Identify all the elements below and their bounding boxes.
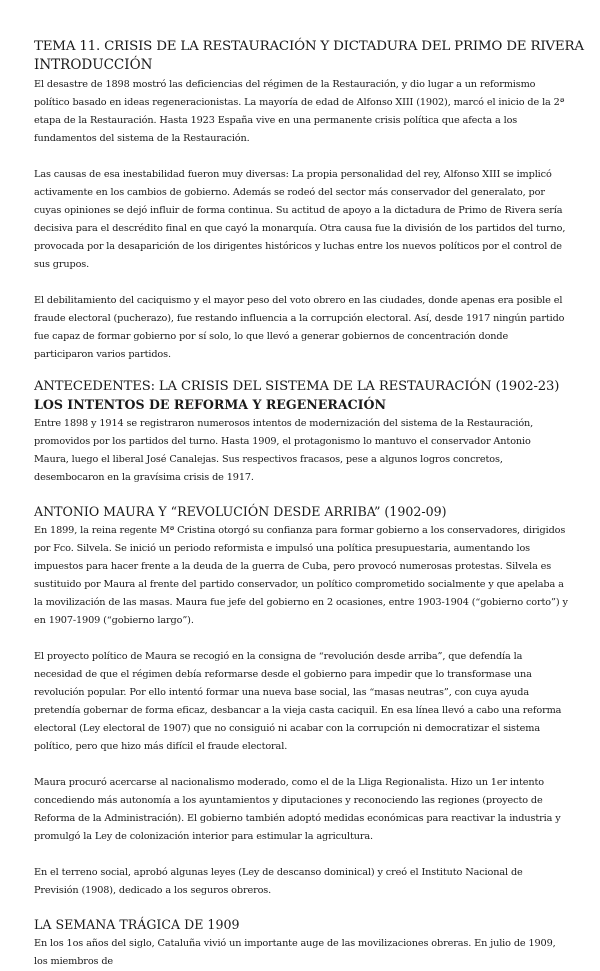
heading-antonio-maura: ANTONIO MAURA Y “REVOLUCIÓN DESDE ARRIBA” (1902-09) bbox=[34, 504, 447, 519]
maura-paragraph-2: El proyecto político de Maura se recogió en la consigna de “revolución desde arriba”, que defendía la necesidad de que el régimen debía reformarse desde el gobierno para impedir que lo transformase una revolución popular. Por ello intentó formar una nueva base social, las “masas neutras”, con cuya ayuda pretendía gobernar de forma eficaz, desbancar a la vieja casta caciquil. En esa línea llevó a cabo una reforma electoral (Ley electoral de 1907) que no consiguió ni acabar con la corrupción ni democratizar el sistema político, pero que hizo más difícil el fraude electoral. bbox=[34, 651, 562, 752]
intro-paragraph-3: El debilitamiento del caciquismo y el mayor peso del voto obrero en las ciudades, donde apenas era posible el fraude electoral (pucherazo), fue restando influencia a la corrupción electoral. Así, desde 1917 ningún partido fue capaz de formar gobierno por sí solo, lo que llevó a generar gobiernos de concentración donde participaron varios partidos. bbox=[34, 295, 565, 360]
intro-paragraph-2: Las causas de esa inestabilidad fueron muy diversas: La propia personalidad del rey, Alfonso XIII se implicó activamente en los cambios de gobierno. Además se rodeó del sector más conservador del generalato, por cuyas opiniones se dejó influir de forma continua. Su actitud de apoyo a la dictadura de Primo de Rivera sería decisiva para el descrédito final en que cayó la monarquía. Otra causa fue la división de los partidos del turno, provocada por la desaparición de los dirigentes históricos y luchas entre los nuevos políticos por el control de sus grupos. bbox=[34, 169, 566, 270]
intro-paragraph-1: El desastre de 1898 mostró las deficiencias del régimen de la Restauración, y dio lugar a un reformismo político basado en ideas regeneracionistas. La mayoría de edad de Alfonso XIII (1902), marcó el inicio de la 2ª etapa de la Restauración. Hasta 1923 España vive en una permanente crisis política que afecta a los fundamentos del sistema de la Restauración. bbox=[34, 79, 565, 144]
document-title: TEMA 11. CRISIS DE LA RESTAURACIÓN Y DICTADURA DEL PRIMO DE RIVERA bbox=[34, 39, 584, 54]
maura-paragraph-3: Maura procuró acercarse al nacionalismo moderado, como el de la Lliga Regionalista. Hizo un 1er intento concediendo más autonomía a los ayuntamientos y diputaciones y reconociendo las regiones (proyecto de Reforma de la Administración). El gobierno también adoptó medidas económicas para reactivar la industria y promulgó la Ley de colonización interior para estimular la agricultura. bbox=[34, 777, 561, 842]
heading-intentos-reforma: LOS INTENTOS DE REFORMA Y REGENERACIÓN bbox=[34, 397, 386, 412]
antecedentes-paragraph: Entre 1898 y 1914 se registraron numerosos intentos de modernización del sistema de la Restauración, promovidos por los partidos del turno. Hasta 1909, el protagonismo lo mantuvo el conservador Antonio Maura, luego el liberal José Canalejas. Sus respectivos fracasos, pese a algunos logros concretos, desembocaron en la gravísima crisis de 1917. bbox=[34, 418, 534, 483]
heading-semana-tragica: LA SEMANA TRÁGICA DE 1909 bbox=[34, 917, 240, 932]
heading-antecedentes: ANTECEDENTES: LA CRISIS DEL SISTEMA DE LA RESTAURACIÓN (1902-23) bbox=[34, 379, 560, 394]
maura-paragraph-1: En 1899, la reina regente Mª Cristina otorgó su confianza para formar gobierno a los conservadores, dirigidos por Fco. Silvela. Se inició un periodo reformista e impulsó una política presupuestaria, aumentando los impuestos para hacer frente a la deuda de la guerra de Cuba, pero provocó numerosas protestas. Silvela es sustituido por Maura al frente del partido conservador, un político comprometido socialmente y que apelaba a la movilización de las masas. Maura fue jefe del gobierno en 2 ocasiones, entre 1903-1904 (“gobierno corto”) y en 1907-1909 (“gobierno largo”). bbox=[34, 525, 568, 626]
semana-paragraph: En los 1os años del siglo, Cataluña vivió un importante auge de las movilizaciones obreras. En julio de 1909, los miembros de bbox=[34, 938, 556, 967]
heading-introduccion: INTRODUCCIÓN bbox=[34, 57, 153, 73]
document-page bbox=[34, 38, 584, 971]
maura-paragraph-4: En el terreno social, aprobó algunas leyes (Ley de descanso dominical) y creó el Instituto Nacional de Previsión (1908), dedicado a los seguros obreros. bbox=[34, 867, 523, 896]
